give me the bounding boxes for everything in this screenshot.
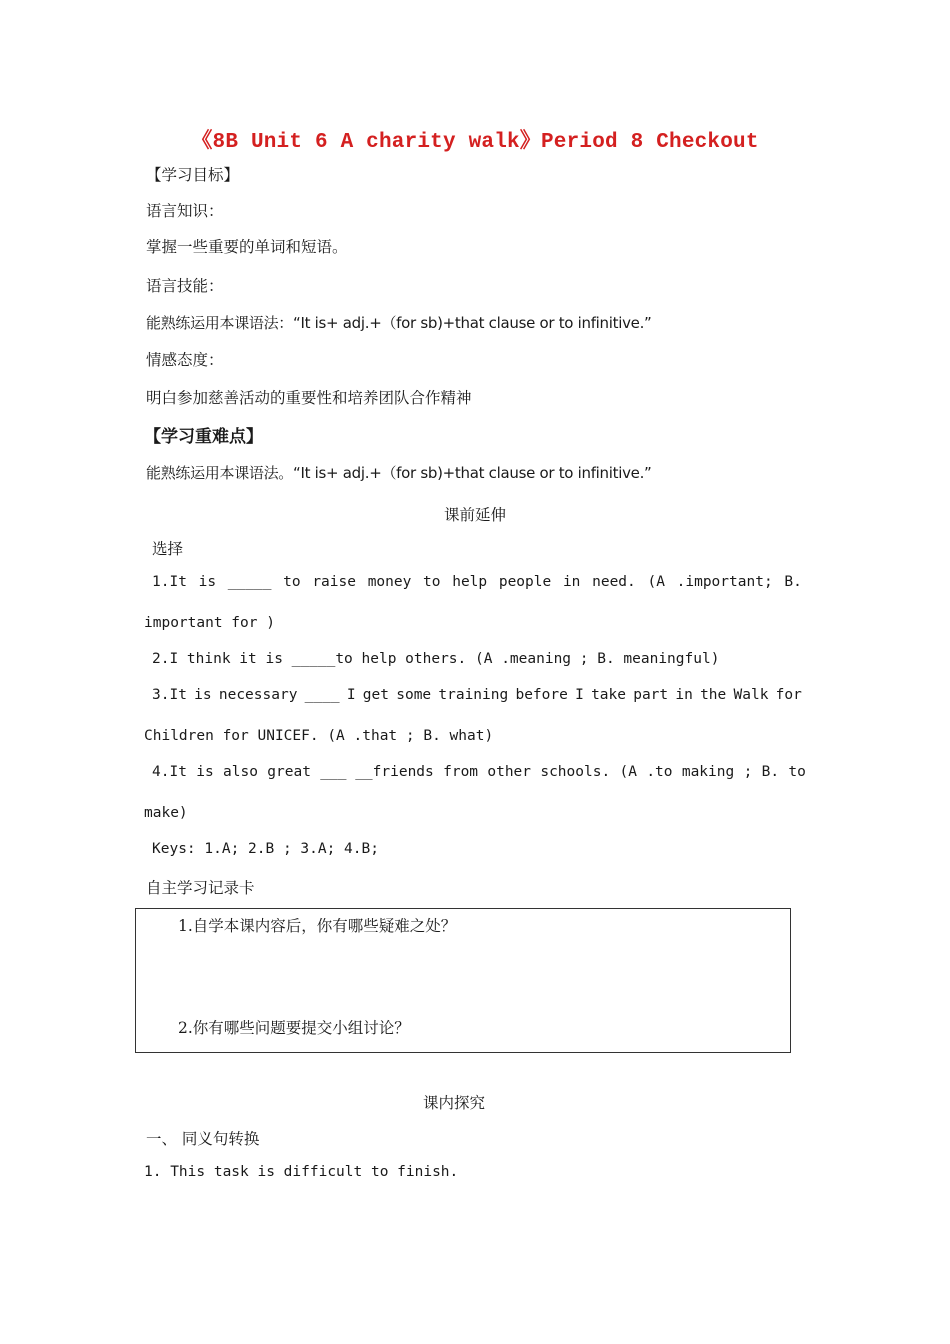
- question-1-line-1: 1.It is _____ to raise money to help people in need. (A .important; B.: [152, 574, 802, 590]
- knowledge-label: 语言知识：: [146, 202, 224, 220]
- section-1-heading: 一、 同义句转换: [146, 1130, 260, 1148]
- record-card-question-1: 1.自学本课内容后，你有哪些疑难之处？: [178, 917, 457, 935]
- record-card-label: 自主学习记录卡: [146, 879, 255, 897]
- question-4-line-2: make): [144, 805, 188, 821]
- section-1-item-1: 1. This task is difficult to finish.: [144, 1164, 459, 1180]
- key-points-heading: 【学习重难点】: [144, 427, 263, 447]
- record-card-box: [135, 908, 791, 1053]
- record-card-question-2: 2.你有哪些问题要提交小组讨论？: [178, 1019, 410, 1037]
- question-3-line-1: 3.It is necessary ____ I get some training before I take part in the Walk for: [152, 687, 802, 703]
- question-2: 2.I think it is _____to help others. (A .meaning ; B. meaningful): [152, 651, 720, 667]
- document-title: 《8B Unit 6 A charity walk》Period 8 Checkout: [191, 131, 759, 154]
- question-3-line-2: Children for UNICEF. (A .that ; B. what): [144, 728, 494, 744]
- attitude-text: 明白参加慈善活动的重要性和培养团队合作精神: [146, 389, 472, 407]
- choice-label: 选择: [152, 540, 184, 558]
- in-class-heading: 课内探究: [422, 1094, 485, 1112]
- attitude-label: 情感态度：: [146, 351, 224, 369]
- question-4-line-1: 4.It is also great ___ __friends from other schools. (A .to making ; B. to: [152, 764, 806, 780]
- skills-text: 能熟练运用本课语法：“It is+ adj.+（for sb)+that clause or to infinitive.”: [146, 314, 652, 332]
- answer-keys: Keys: 1.A; 2.B ; 3.A; 4.B;: [152, 841, 379, 857]
- skills-label: 语言技能：: [146, 277, 224, 295]
- question-1-line-2: important for ): [144, 615, 275, 631]
- goals-heading: 【学习目标】: [146, 166, 240, 184]
- preview-heading: 课前延伸: [443, 506, 506, 524]
- knowledge-text: 掌握一些重要的单词和短语。: [146, 238, 348, 256]
- key-points-text: 能熟练运用本课语法。“It is+ adj.+（for sb)+that clause or to infinitive.”: [146, 464, 652, 482]
